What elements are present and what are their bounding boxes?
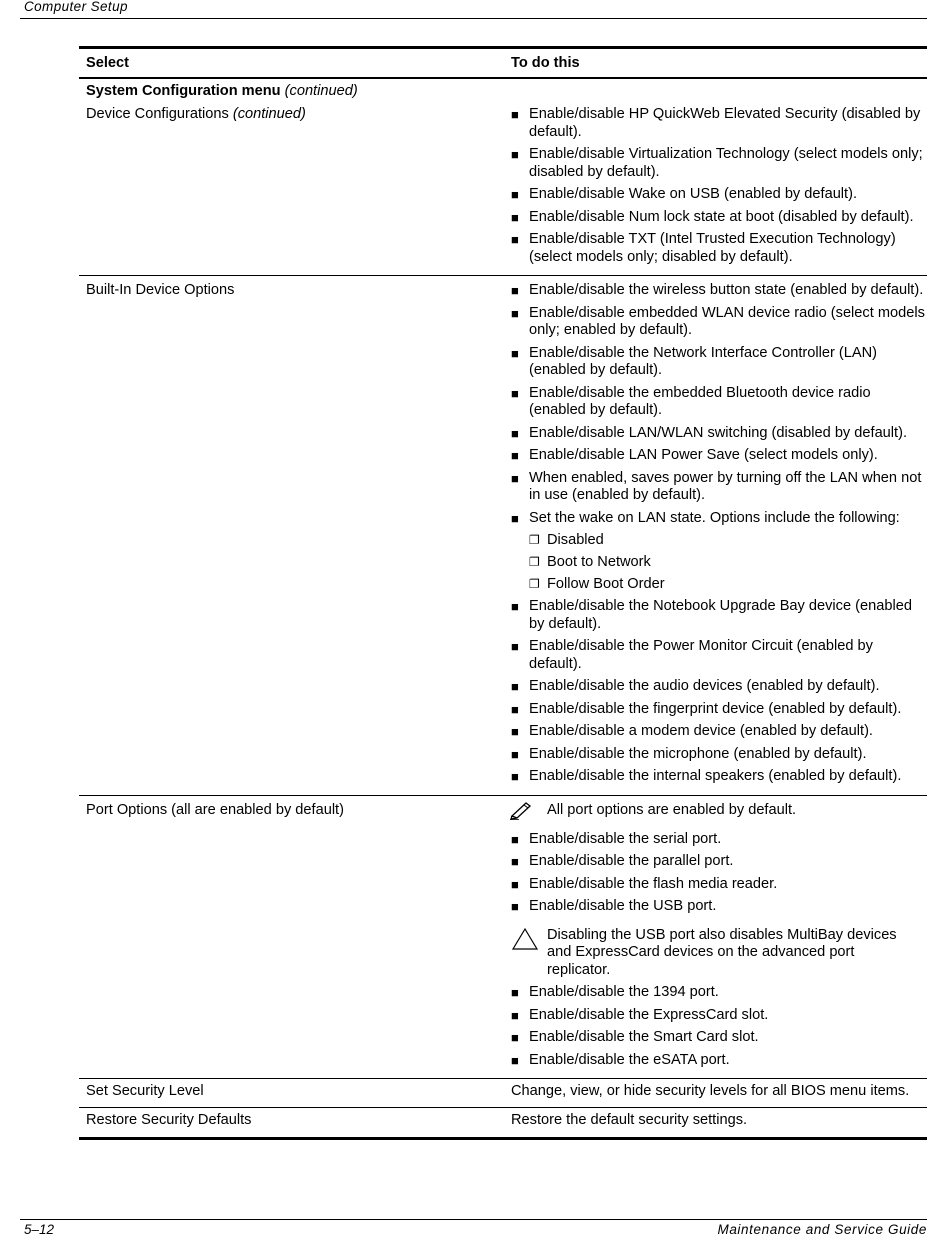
filled-square-bullet-icon: ■ <box>511 701 519 717</box>
section-title-row <box>79 79 927 102</box>
device-configurations-row <box>79 102 927 275</box>
built-in-device-options-label: Built-In Device Options <box>86 282 235 298</box>
built-in-option-item-text: Enable/disable the wireless button state (enabled by default). <box>529 282 924 298</box>
device-config-item <box>511 209 927 227</box>
device-config-item-text: Enable/disable Num lock state at boot (disabled by default). <box>529 208 914 225</box>
device-config-item-text: Enable/disable HP QuickWeb Elevated Security (disabled by default). <box>529 106 921 140</box>
page-number: 5–12 <box>24 1222 55 1237</box>
filled-square-bullet-icon: ■ <box>511 985 519 1000</box>
hollow-square-bullet-icon: ❐ <box>529 577 540 591</box>
built-in-option-item <box>511 510 927 528</box>
wake-on-lan-option <box>511 554 927 572</box>
filled-square-bullet-icon: ■ <box>511 345 519 361</box>
filled-square-bullet-icon: ■ <box>511 1007 519 1023</box>
port-option-item-text: Enable/disable the eSATA port. <box>529 1051 730 1068</box>
built-in-option-item-text: Enable/disable the microphone (enabled by default). <box>529 745 867 762</box>
device-config-item <box>511 146 927 181</box>
built-in-option-item <box>511 345 927 380</box>
port-option-item-text: Enable/disable the 1394 port. <box>529 984 719 1000</box>
pencil-note-icon <box>509 800 545 824</box>
hollow-square-bullet-icon: ❐ <box>529 533 540 547</box>
hollow-square-bullet-icon: ❐ <box>529 555 540 569</box>
set-security-level-text: Change, view, or hide security levels for all BIOS menu items. <box>511 1083 910 1099</box>
port-option-item <box>511 1029 927 1047</box>
filled-square-bullet-icon: ■ <box>511 305 519 321</box>
port-option-item <box>511 898 927 916</box>
port-option-item-text: Enable/disable the ExpressCard slot. <box>529 1006 769 1023</box>
wake-on-lan-option-text: Disabled <box>547 532 604 548</box>
built-in-option-item <box>511 447 927 465</box>
built-in-option-item <box>511 470 927 505</box>
table-header-row <box>79 49 927 79</box>
filled-square-bullet-icon: ■ <box>511 1052 519 1068</box>
port-options-label: Port Options (all are enabled by default) <box>86 801 344 818</box>
device-config-item <box>511 231 927 266</box>
port-option-item <box>511 1007 927 1025</box>
set-security-level-row <box>79 1078 927 1107</box>
built-in-option-item-text: When enabled, saves power by turning off the LAN when not in use (enabled by default). <box>529 469 922 503</box>
built-in-device-options-row <box>79 275 927 795</box>
filled-square-bullet-icon: ■ <box>511 470 519 486</box>
built-in-option-item <box>511 746 927 764</box>
port-option-item <box>511 984 927 1002</box>
wake-on-lan-option <box>511 576 927 594</box>
caution-item <box>511 927 927 980</box>
device-config-label-suffix: (continued) <box>232 106 306 122</box>
built-in-option-item-text: Enable/disable the Power Monitor Circuit (enabled by default). <box>529 638 873 672</box>
built-in-option-item <box>511 305 927 340</box>
port-option-item <box>511 831 927 849</box>
caution-triangle-icon <box>511 927 547 980</box>
device-configurations-label <box>79 106 504 271</box>
guide-title: Maintenance and Service Guide <box>717 1222 927 1237</box>
port-options-row <box>79 795 927 1079</box>
built-in-option-item-text: Enable/disable embedded WLAN device radio (select models only; enabled by default). <box>529 304 925 338</box>
filled-square-bullet-icon: ■ <box>511 425 519 441</box>
port-option-item <box>511 876 927 894</box>
filled-square-bullet-icon: ■ <box>511 639 519 654</box>
filled-square-bullet-icon: ■ <box>511 831 519 847</box>
port-option-item-text: Enable/disable the USB port. <box>529 898 717 914</box>
built-in-option-item-text: Enable/disable the embedded Bluetooth device radio (enabled by default). <box>529 384 871 418</box>
device-config-item <box>511 106 927 141</box>
col-todo-header: To do this <box>511 55 580 71</box>
filled-square-bullet-icon: ■ <box>511 769 519 784</box>
table-bottom-rule <box>79 1137 927 1140</box>
col-select-header: Select <box>86 55 129 71</box>
built-in-option-item <box>511 701 927 719</box>
device-config-item-text: Enable/disable TXT (Intel Trusted Execution Technology) (select models only; disabled by default). <box>529 231 896 265</box>
settings-table <box>79 46 927 1140</box>
filled-square-bullet-icon: ■ <box>511 854 519 869</box>
built-in-option-item <box>511 598 927 633</box>
footer-rule <box>20 1219 927 1220</box>
section-title-suffix: (continued) <box>284 83 358 99</box>
caution-text: Disabling the USB port also disables MultiBay devices and ExpressCard devices on the advanced port replicator. <box>547 926 897 978</box>
port-option-item-text: Enable/disable the flash media reader. <box>529 875 778 892</box>
built-in-option-item <box>511 678 927 696</box>
section-title-text: System Configuration menu <box>86 83 281 99</box>
restore-security-defaults-text: Restore the default security settings. <box>511 1111 748 1128</box>
note-item <box>511 802 927 826</box>
filled-square-bullet-icon: ■ <box>511 448 519 463</box>
built-in-device-options-list <box>504 282 927 791</box>
built-in-option-item <box>511 638 927 673</box>
built-in-option-item <box>511 425 927 443</box>
built-in-option-item-text: Enable/disable the audio devices (enabled by default). <box>529 678 880 694</box>
built-in-option-item <box>511 282 927 300</box>
filled-square-bullet-icon: ■ <box>511 283 519 298</box>
built-in-option-item <box>511 385 927 420</box>
filled-square-bullet-icon: ■ <box>511 510 519 526</box>
port-option-item-text: Enable/disable the Smart Card slot. <box>529 1029 759 1045</box>
built-in-option-item-text: Enable/disable LAN/WLAN switching (disabled by default). <box>529 424 908 441</box>
filled-square-bullet-icon: ■ <box>511 876 519 892</box>
device-configurations-list <box>504 106 927 271</box>
filled-square-bullet-icon: ■ <box>511 232 519 247</box>
built-in-option-item <box>511 723 927 741</box>
set-security-level-label: Set Security Level <box>86 1083 204 1099</box>
built-in-option-item <box>511 768 927 786</box>
section-title <box>79 83 504 102</box>
filled-square-bullet-icon: ■ <box>511 899 519 914</box>
port-option-item <box>511 1052 927 1070</box>
filled-square-bullet-icon: ■ <box>511 385 519 401</box>
restore-security-defaults-label: Restore Security Defaults <box>86 1111 252 1128</box>
filled-square-bullet-icon: ■ <box>511 679 519 694</box>
built-in-option-item-text: Enable/disable the Notebook Upgrade Bay device (enabled by default). <box>529 598 912 632</box>
device-config-item <box>511 186 927 204</box>
device-config-item-text: Enable/disable Wake on USB (enabled by default). <box>529 186 858 202</box>
filled-square-bullet-icon: ■ <box>511 209 519 225</box>
filled-square-bullet-icon: ■ <box>511 599 519 614</box>
note-text: All port options are enabled by default. <box>547 801 797 818</box>
wake-on-lan-option-text: Boot to Network <box>547 554 651 570</box>
built-in-option-item-text: Enable/disable LAN Power Save (select models only). <box>529 447 878 463</box>
port-option-item <box>511 853 927 871</box>
built-in-option-item-text: Enable/disable a modem device (enabled by default). <box>529 723 873 739</box>
built-in-option-item-text: Enable/disable the fingerprint device (enabled by default). <box>529 700 902 717</box>
filled-square-bullet-icon: ■ <box>511 746 519 762</box>
restore-security-defaults-row <box>79 1107 927 1138</box>
port-option-item-text: Enable/disable the parallel port. <box>529 853 734 869</box>
built-in-option-item-text: Enable/disable the Network Interface Controller (LAN) (enabled by default). <box>529 344 877 378</box>
filled-square-bullet-icon: ■ <box>511 187 519 202</box>
filled-square-bullet-icon: ■ <box>511 724 519 739</box>
filled-square-bullet-icon: ■ <box>511 1030 519 1045</box>
wake-on-lan-option <box>511 532 927 550</box>
filled-square-bullet-icon: ■ <box>511 147 519 162</box>
wake-on-lan-option-text: Follow Boot Order <box>547 576 665 592</box>
running-title: Computer Setup <box>24 0 128 14</box>
device-config-item-text: Enable/disable Virtualization Technology (select models only; disabled by default). <box>529 146 923 180</box>
header-rule <box>20 18 927 19</box>
port-options-list <box>504 802 927 1075</box>
filled-square-bullet-icon: ■ <box>511 107 519 122</box>
device-config-label-text: Device Configurations <box>86 106 229 122</box>
built-in-option-item-text: Enable/disable the internal speakers (enabled by default). <box>529 768 902 784</box>
built-in-option-item-text: Set the wake on LAN state. Options include the following: <box>529 509 900 526</box>
port-option-item-text: Enable/disable the serial port. <box>529 830 722 847</box>
